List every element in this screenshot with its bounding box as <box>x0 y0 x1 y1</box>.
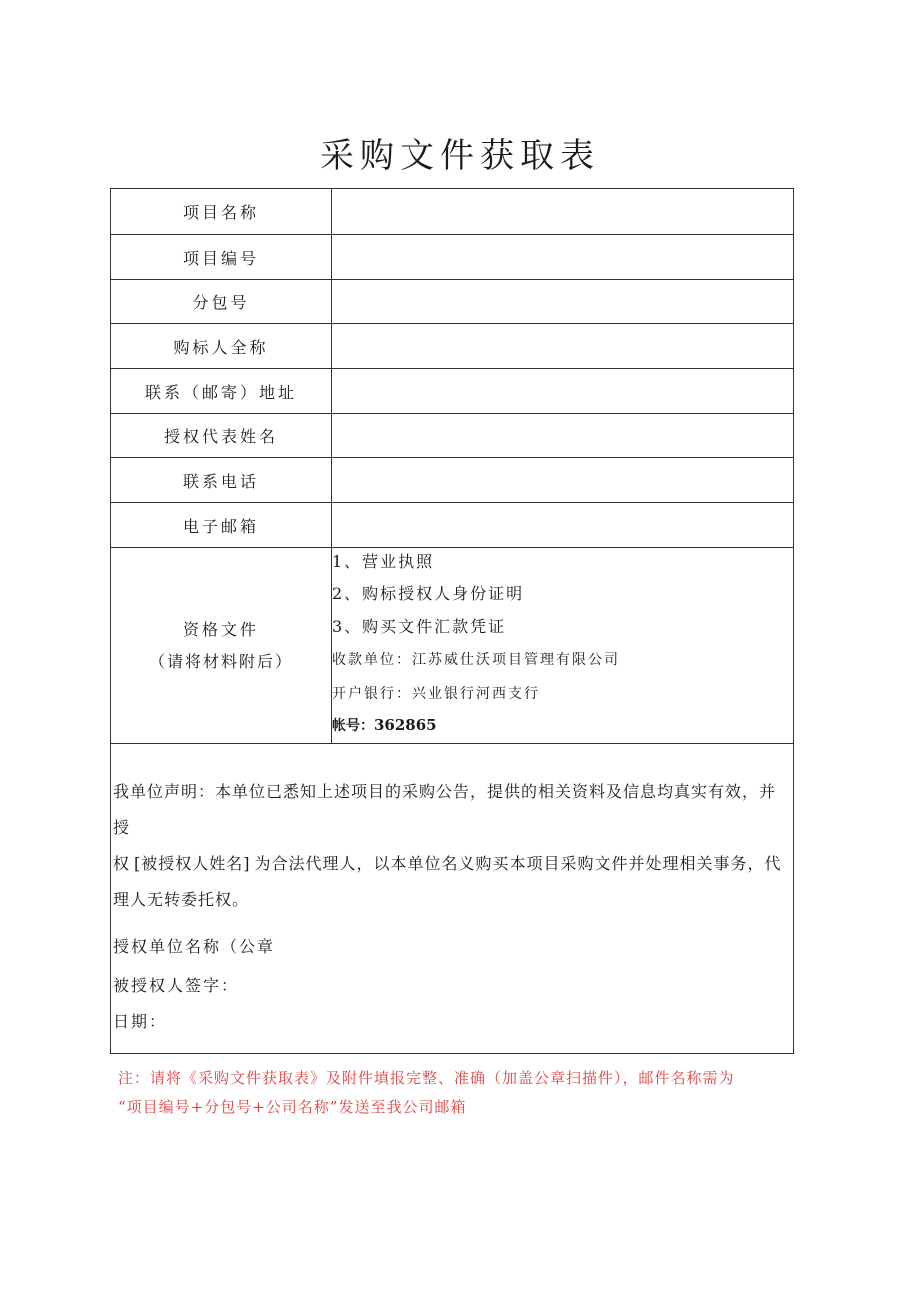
page-title: 采购文件获取表 <box>320 136 600 176</box>
form-row-package-number <box>111 280 793 324</box>
field-label: 分包号 <box>111 280 332 323</box>
footnote-line: “项目编号+分包号+公司名称”发送至我公司邮箱 <box>118 1098 467 1116</box>
account-number: 362865 <box>374 716 437 734</box>
qualification-list <box>332 548 793 743</box>
phone-field[interactable] <box>332 458 793 502</box>
declaration-line: 理人无转委托权。 <box>113 890 250 909</box>
field-label: 联系（邮寄）地址 <box>111 369 332 413</box>
declaration-line <box>113 846 791 882</box>
package-number-field[interactable] <box>332 280 793 323</box>
field-label: 购标人全称 <box>111 324 332 368</box>
form-row-buyer-name <box>111 324 793 369</box>
field-label: 项目编号 <box>111 235 332 279</box>
qualification-title: 资格文件 <box>182 619 259 639</box>
field-label: 电子邮箱 <box>111 503 332 547</box>
address-field[interactable] <box>332 369 793 413</box>
field-label: 授权代表姓名 <box>111 414 332 457</box>
buyer-name-field[interactable] <box>332 324 793 368</box>
form-row-email <box>111 503 793 548</box>
declaration-suffix: 为合法代理人，以本单位名义购买本项目采购文件并处理相关事务，代 <box>254 854 782 873</box>
form-row-qualification <box>111 548 793 744</box>
procurement-form <box>110 188 794 1054</box>
authorized-person-name[interactable]: [被授权人姓名] <box>134 854 251 873</box>
project-number-field[interactable] <box>332 235 793 279</box>
qualification-note: （请将材料附后） <box>148 651 293 671</box>
footnote-line: 注：请将《采购文件获取表》及附件填报完整、准确（加盖公章扫描件），邮件名称需为 <box>118 1069 735 1087</box>
form-row-representative <box>111 414 793 458</box>
declaration-prefix: 权 <box>113 854 131 873</box>
form-row-project-number <box>111 235 793 280</box>
field-label: 联系电话 <box>111 458 332 502</box>
form-row-address <box>111 369 793 414</box>
project-name-field[interactable] <box>332 189 793 234</box>
declaration-line: 我单位声明：本单位已悉知上述项目的采购公告，提供的相关资料及信息均真实有效，并授 <box>113 782 777 837</box>
account-info <box>332 715 437 735</box>
footnote <box>118 1064 798 1122</box>
form-row-phone <box>111 458 793 503</box>
date-line: 日期： <box>113 1012 168 1031</box>
signer-line: 被授权人签字： <box>113 976 240 995</box>
qualification-item: 2、购标授权人身份证明 <box>332 584 525 603</box>
form-row-project-name <box>111 189 793 235</box>
authorizing-unit-line: 授权单位名称（公章 <box>113 937 276 956</box>
representative-field[interactable] <box>332 414 793 457</box>
email-field[interactable] <box>332 503 793 547</box>
payee-info: 收款单位：江苏威仕沃项目管理有限公司 <box>332 652 620 668</box>
declaration-text <box>113 774 791 918</box>
field-label: 项目名称 <box>111 189 332 234</box>
qualification-item: 3、购买文件汇款凭证 <box>332 617 507 636</box>
bank-info: 开户银行：兴业银行河西支行 <box>332 686 540 702</box>
account-label: 帐号： <box>332 718 374 734</box>
qualification-label <box>111 548 332 743</box>
qualification-item: 1、营业执照 <box>332 552 435 571</box>
